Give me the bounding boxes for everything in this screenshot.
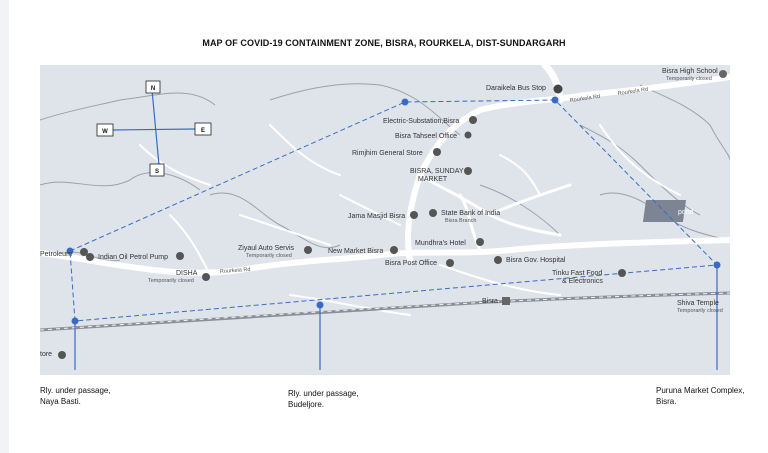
label-rimjhim-store: Rimjhim General Store (352, 150, 423, 157)
caption-puruna-market (656, 385, 744, 407)
caption-budeljore (288, 388, 359, 410)
caption-budeljore-line2: Budeljore. (288, 400, 325, 409)
label-disha: DISHA (176, 270, 198, 277)
new-market-pin-icon (390, 246, 398, 254)
indian-oil-pin-icon (176, 252, 184, 260)
roads (40, 65, 730, 315)
label-bisra-tahseel-office: Bisra Tahseel Office (395, 133, 457, 140)
disha-pin-icon (202, 273, 210, 281)
compass-north: N (150, 86, 156, 92)
bus-stop-pin-icon (554, 85, 563, 94)
label-bisra-sunday-market-2: MARKET (418, 176, 448, 183)
label-daraikela-bus-stop: Daraikela Bus Stop (486, 85, 546, 92)
label-sbi-branch: Bisra Branch (445, 218, 477, 224)
caption-budeljore-line1: Rly. under passage, (288, 389, 359, 398)
label-electric-substation: Electric-Substation,Bisra (383, 118, 460, 125)
label-rourkela-rd-3: Rourkela Rd (219, 266, 251, 275)
label-ziyaul-auto-status: Temporarily closed (246, 253, 292, 259)
label-sbi: State Bank of India (441, 210, 501, 217)
label-tinku-fast-food-2: & Electronics (562, 278, 603, 285)
label-mundhras-hotel: Mundhra's Hotel (415, 240, 466, 247)
petrol-pump-pin-icon (86, 253, 94, 261)
label-petroleum: Petroleum (40, 251, 72, 258)
compass-west: W (102, 129, 108, 135)
label-ziyaul-auto: Ziyaul Auto Servis (238, 245, 295, 252)
food-pin-icon (618, 269, 626, 277)
label-bisra: Bisra (482, 298, 498, 305)
label-rourkela-rd-2: Rourkela Rd (617, 86, 649, 97)
auto-pin-icon (304, 246, 312, 254)
label-store: tore (40, 351, 53, 358)
label-shiva-temple: Shiva Temple (677, 300, 719, 307)
tahseel-pin-icon (465, 132, 472, 139)
caption-naya-basti-line1: Rly. under passage, (40, 386, 111, 395)
label-new-market: New Market Bisra (328, 248, 384, 255)
hospital-pin-icon (494, 256, 502, 264)
store-left-pin-icon (58, 351, 66, 359)
label-jama-masjid: Jama Masjid Bisra (348, 213, 406, 220)
label-tinku-fast-food: Tinku Fast Food (552, 270, 603, 277)
caption-puruna-line2: Bisra. (656, 397, 677, 406)
label-bisra-gov-hospital: Bisra Gov. Hospital (506, 257, 566, 264)
map-title: MAP OF COVID-19 CONTAINMENT ZONE, BISRA, ROURKELA, DIST-SUNDARGARH (202, 38, 566, 48)
label-bisra-sunday-market: BISRA, SUNDAY (410, 168, 464, 175)
boundary-vertices (67, 97, 721, 325)
pond-marker (643, 200, 694, 222)
page-left-margin (0, 0, 9, 453)
pond-label: pond (678, 209, 694, 216)
label-bisra-high-school-status: Temporarily closed (666, 76, 712, 82)
caption-puruna-line1: Puruna Market Complex, (656, 386, 745, 395)
label-indian-oil: Indian Oil Petrol Pump (98, 254, 169, 261)
post-office-pin-icon (446, 259, 454, 267)
station-icon (502, 297, 510, 305)
mosque-pin-icon (410, 211, 418, 219)
map-svg (40, 65, 730, 375)
caption-naya-basti (40, 385, 111, 407)
containment-boundary (70, 100, 717, 321)
store-pin-icon (433, 148, 441, 156)
label-bisra-high-school: Bisra High School (662, 68, 718, 75)
label-bisra-post-office: Bisra Post Office (385, 260, 438, 267)
bank-pin-icon (429, 209, 437, 217)
hotel-pin-icon (476, 238, 484, 246)
label-shiva-temple-status: Temporarily closed (677, 308, 723, 314)
caption-naya-basti-line2: Naya Basti. (40, 397, 81, 406)
compass-south: S (154, 169, 160, 175)
map-canvas[interactable] (40, 65, 730, 375)
school-pin-icon (719, 70, 727, 78)
substation-pin-icon (469, 116, 477, 124)
market-pin-icon (464, 167, 472, 175)
label-disha-status: Temporarily closed (148, 278, 194, 284)
label-rourkela-rd-1: Rourkela Rd (569, 93, 601, 104)
compass-east: E (200, 128, 206, 134)
